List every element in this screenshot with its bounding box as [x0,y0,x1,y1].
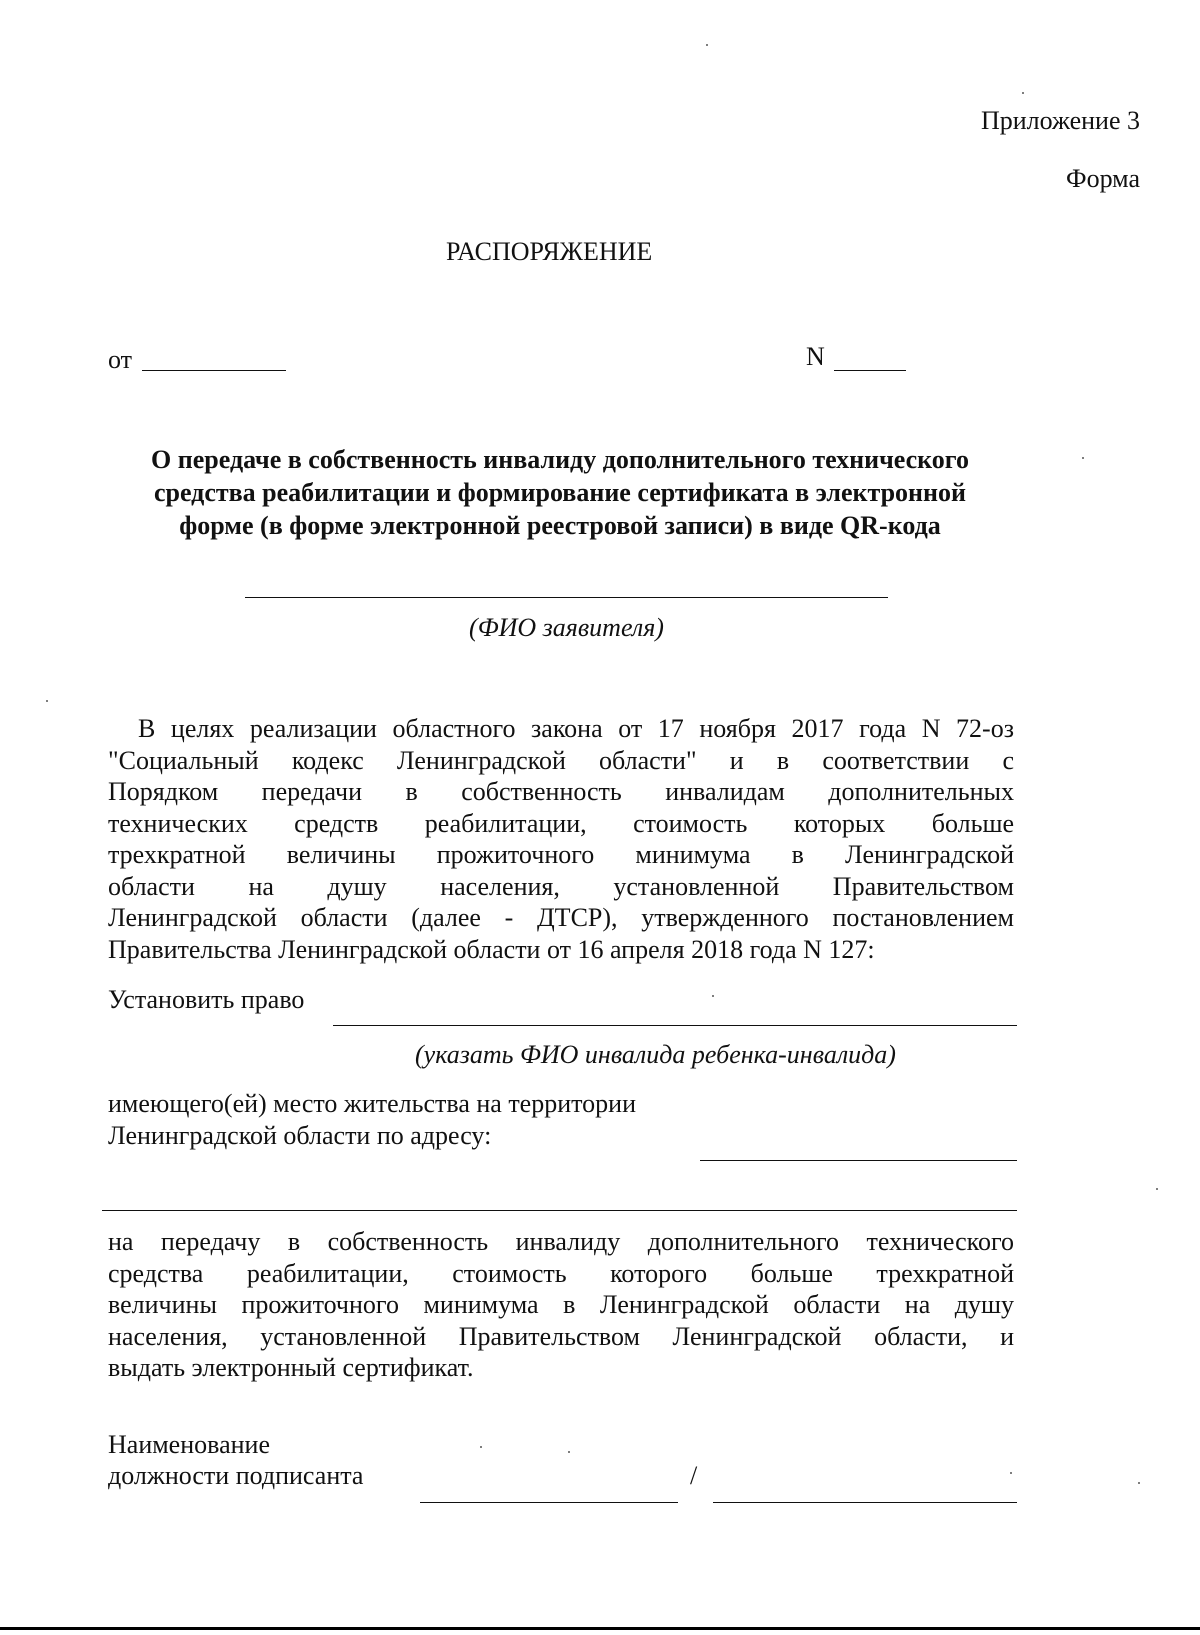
scan-speck [1010,1472,1012,1474]
address-line-short [700,1160,1017,1161]
title-line: форме (в форме электронной реестровой записи) в виде QR-кода [179,511,941,540]
number-prefix: N [806,342,825,371]
document-title [100,443,1020,542]
title-line: О передаче в собственность инвалиду дополнительного технического [151,445,969,474]
residence-line-2: Ленинградской области по адресу: [108,1121,492,1150]
preamble-line: трехкратной величины прожиточного минимума в Ленинградской [108,840,1014,869]
scan-speck [1082,457,1084,459]
number-blank-line [834,370,906,371]
scan-speck [1022,92,1024,94]
appendix-label: Приложение 3 [980,106,1140,135]
scan-speck [1156,1188,1158,1190]
transfer-line: выдать электронный сертификат. [108,1353,474,1382]
applicant-name-line [245,597,888,598]
preamble-paragraph [108,713,1014,965]
signature-line [420,1502,678,1503]
preamble-line: Порядком передачи в собственность инвалидам дополнительных [108,777,1014,806]
scan-speck [712,995,714,997]
disabled-person-caption: (указать ФИО инвалида ребенка-инвалида) [415,1040,896,1069]
transfer-line: населения, установленной Правительством Ленинградской области, и [108,1321,1014,1351]
signature-separator: / [690,1461,698,1490]
preamble-line: Ленинградской области (далее - ДТСР), утвержденного постановлением [108,903,1014,932]
title-line: средства реабилитации и формирование сертификата в электронной [153,478,966,507]
preamble-line: "Социальный кодекс Ленинградской области" и в соответствии с [108,745,1014,775]
preamble-line: Правительства Ленинградской области от 16 апреля 2018 года N 127: [108,934,875,964]
signatory-name-line [713,1502,1017,1503]
transfer-paragraph [108,1226,1014,1384]
scan-bottom-edge [0,1627,1200,1630]
residence-line-1: имеющего(ей) место жительства на территории [108,1089,636,1118]
scan-speck [480,1446,482,1448]
preamble-line: области на душу населения, установленной Правительством [108,871,1014,901]
transfer-line: на передачу в собственность инвалиду дополнительного технического [108,1227,1014,1256]
scan-speck [1138,1482,1140,1484]
transfer-line: средства реабилитации, стоимость которого больше трехкратной [108,1258,1014,1288]
document-type-heading: РАСПОРЯЖЕНИЕ [446,237,653,266]
preamble-line: технических средств реабилитации, стоимость которых больше [108,808,1014,838]
scan-speck [568,1451,570,1453]
scan-speck [706,44,708,46]
form-label: Форма [1066,164,1140,193]
transfer-line: величины прожиточного минимума в Ленинградской области на душу [108,1290,1014,1319]
date-prefix: от [108,345,133,374]
scan-speck [46,700,48,702]
address-line-full [102,1210,1017,1211]
preamble-line: В целях реализации областного закона от 17 ноября 2017 года N 72-оз [138,714,1014,743]
disabled-person-name-line [333,1025,1017,1026]
date-blank-line [142,370,286,371]
signatory-label-line-1: Наименование [108,1430,270,1459]
applicant-caption: (ФИО заявителя) [469,613,664,642]
establish-label: Установить право [108,985,305,1014]
signatory-label-line-2: должности подписанта [108,1461,364,1490]
